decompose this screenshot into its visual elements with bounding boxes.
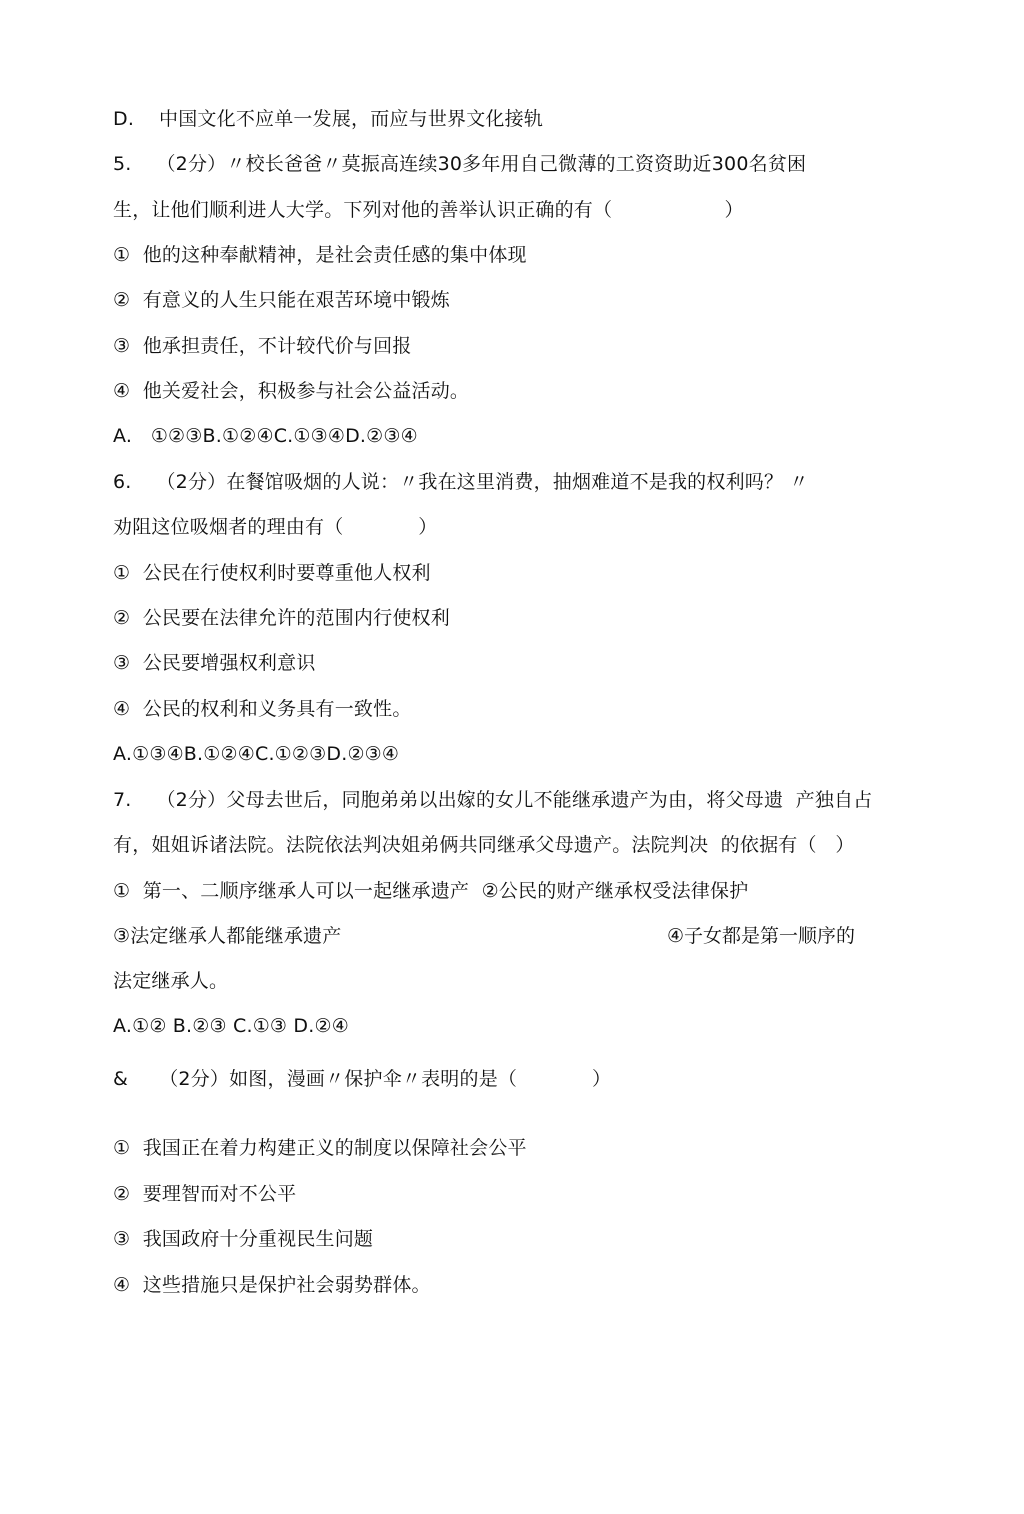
q5-statement-2: ② 有意义的人生只能在艰苦环境中锻炼 (113, 289, 450, 311)
q5-choices: A. ①②③B.①②④C.①③④D.②③④ (113, 425, 418, 447)
q7-statement-4-part2: 法定继承人。 (113, 970, 229, 992)
q5-stem-line1: 5. （2分）〃校长爸爸〃莫振高连续30多年用自己微薄的工资资助近300名贫困 (113, 153, 807, 175)
q8-statement-4: ④ 这些措施只是保护社会弱势群体。 (113, 1274, 431, 1296)
q8-statement-3: ③ 我国政府十分重视民生问题 (113, 1228, 374, 1250)
q5-statement-3: ③ 他承担责任，不计较代价与回报 (113, 335, 412, 357)
q6-statement-3: ③ 公民要增强权利意识 (113, 652, 316, 674)
q6-statement-1: ① 公民在行使权利时要尊重他人权利 (113, 562, 431, 584)
q6-statement-2: ② 公民要在法律允许的范围内行使权利 (113, 607, 450, 629)
q5-statement-1: ① 他的这种奉献精神，是社会责任感的集中体现 (113, 244, 527, 266)
q6-choices: A.①③④B.①②④C.①②③D.②③④ (113, 743, 400, 765)
q6-stem-line1: 6. （2分）在餐馆吸烟的人说：〃我在这里消费，抽烟难道不是我的权利吗？ 〃 (113, 471, 809, 493)
q7-stem-line2: 有，姐姐诉诸法院。法院依法判决姐弟俩共同继承父母遗产。法院判决 的依据有（ ） (113, 834, 855, 856)
q4-option-d: D. 中国文化不应单一发展，而应与世界文化接轨 (113, 108, 544, 130)
q5-statement-4: ④ 他关爱社会，积极参与社会公益活动。 (113, 380, 470, 402)
q7-choices: A.①② B.②③ C.①③ D.②④ (113, 1015, 349, 1037)
q7-statements-1-2: ① 第一、二顺序继承人可以一起继承遗产 ②公民的财产继承权受法律保护 (113, 880, 749, 902)
q8-statement-2: ② 要理智而对不公平 (113, 1183, 297, 1205)
q8-stem: & （2分）如图，漫画〃保护伞〃表明的是（ ） (113, 1068, 612, 1090)
q7-statement-4-part1: ④子女都是第一顺序的 (667, 925, 856, 947)
q6-stem-line2: 劝阻这位吸烟者的理由有（ ） (113, 516, 438, 538)
q7-stem-line1: 7. （2分）父母去世后，同胞弟弟以出嫁的女儿不能继承遗产为由，将父母遗 产独自占 (113, 789, 873, 811)
q8-statement-1: ① 我国正在着力构建正义的制度以保障社会公平 (113, 1137, 527, 1159)
q6-statement-4: ④ 公民的权利和义务具有一致性。 (113, 698, 412, 720)
q5-stem-line2: 生，让他们顺利进人大学。下列对他的善举认识正确的有（ ） (113, 199, 744, 221)
q7-statement-3: ③法定继承人都能继承遗产 (113, 925, 342, 947)
